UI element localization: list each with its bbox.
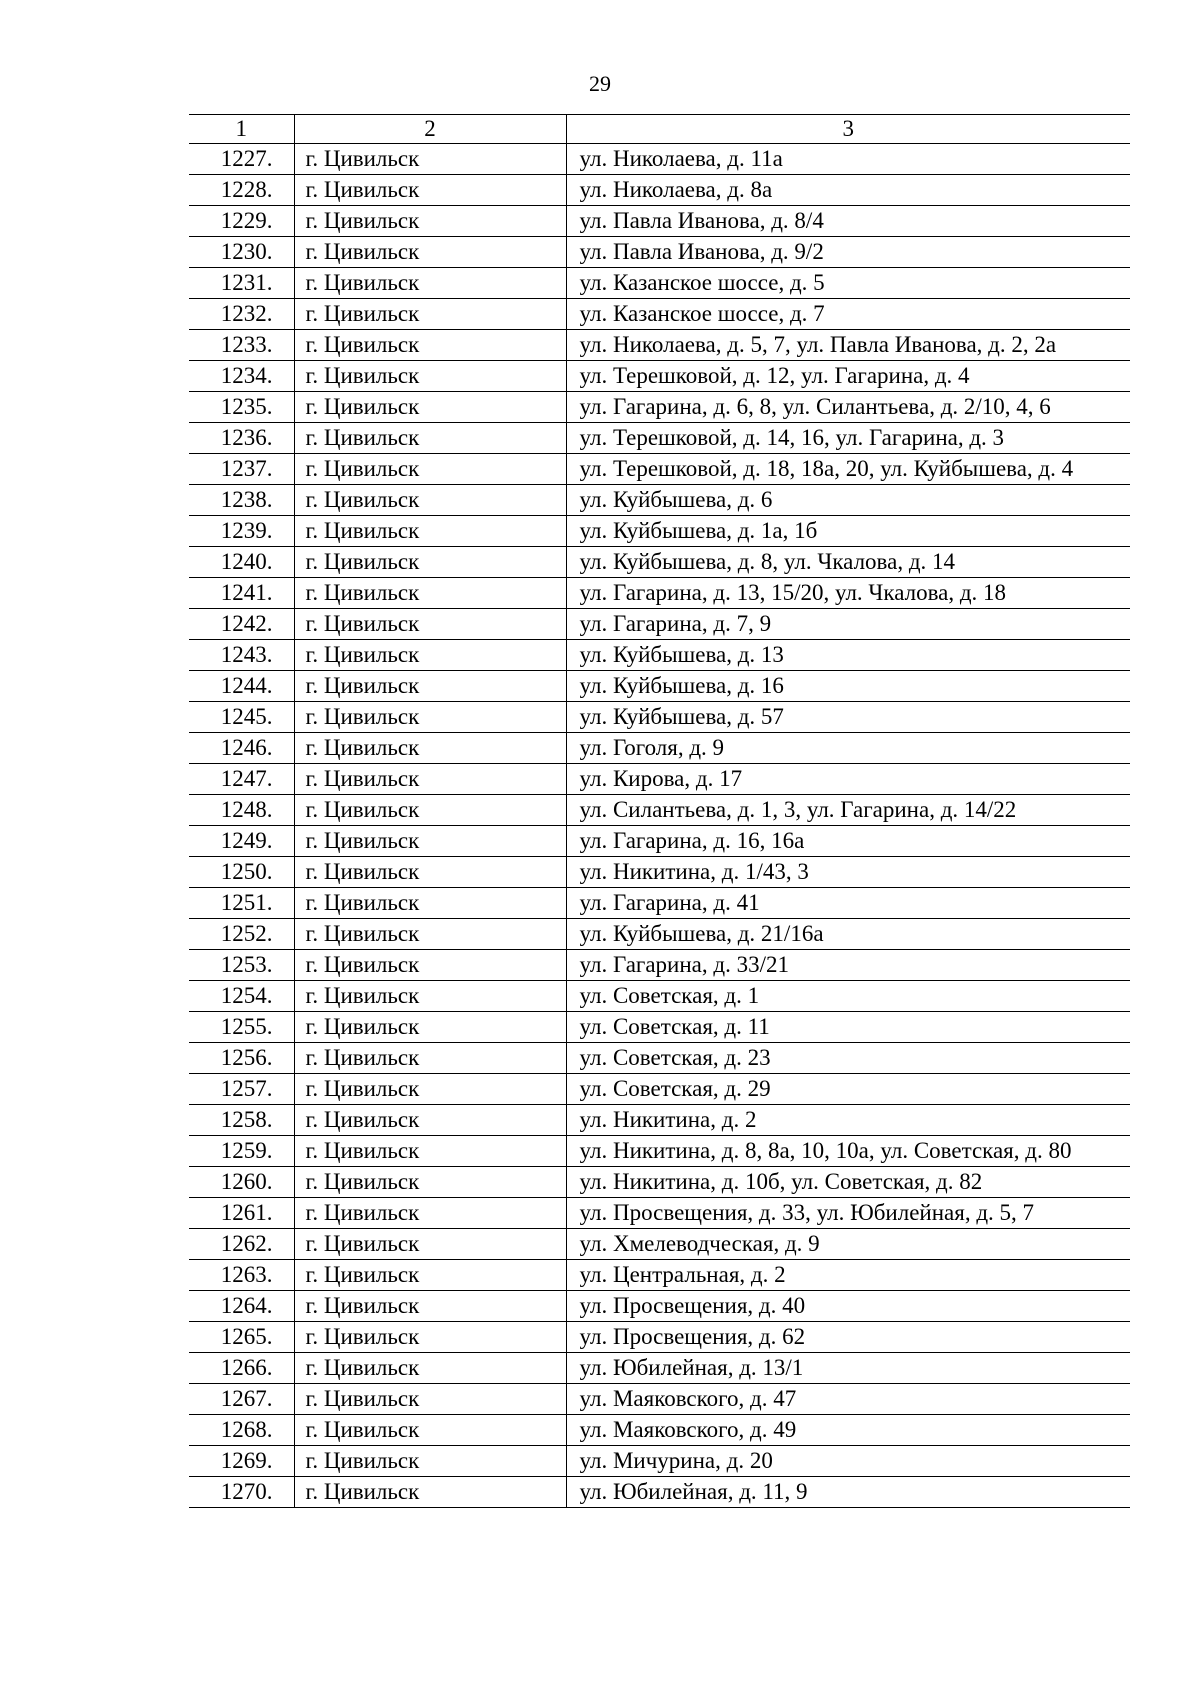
row-city: г. Цивильск (294, 640, 566, 671)
table-row (189, 1012, 1130, 1043)
row-city: г. Цивильск (294, 733, 566, 764)
row-address: ул. Терешковой, д. 14, 16, ул. Гагарина, д. 3 (566, 423, 1130, 454)
row-address: ул. Куйбышева, д. 13 (566, 640, 1130, 671)
row-city: г. Цивильск (294, 547, 566, 578)
row-city: г. Цивильск (294, 144, 566, 175)
row-number: 1246. (189, 733, 294, 764)
row-address: ул. Казанское шоссе, д. 7 (566, 299, 1130, 330)
row-address: ул. Куйбышева, д. 6 (566, 485, 1130, 516)
row-number: 1268. (189, 1415, 294, 1446)
row-address: ул. Николаева, д. 8а (566, 175, 1130, 206)
row-city: г. Цивильск (294, 609, 566, 640)
table-row (189, 826, 1130, 857)
row-address: ул. Просвещения, д. 40 (566, 1291, 1130, 1322)
table-row (189, 733, 1130, 764)
table-row (189, 361, 1130, 392)
row-address: ул. Терешковой, д. 12, ул. Гагарина, д. 4 (566, 361, 1130, 392)
table-row (189, 1446, 1130, 1477)
row-address: ул. Николаева, д. 5, 7, ул. Павла Иванова, д. 2, 2а (566, 330, 1130, 361)
row-address: ул. Маяковского, д. 47 (566, 1384, 1130, 1415)
row-city: г. Цивильск (294, 330, 566, 361)
table-row (189, 1229, 1130, 1260)
row-city: г. Цивильск (294, 516, 566, 547)
row-city: г. Цивильск (294, 1260, 566, 1291)
table-row (189, 175, 1130, 206)
row-address: ул. Гоголя, д. 9 (566, 733, 1130, 764)
table-row (189, 268, 1130, 299)
table-row (189, 1074, 1130, 1105)
row-city: г. Цивильск (294, 1012, 566, 1043)
column-header-city: 2 (294, 115, 566, 144)
row-city: г. Цивильск (294, 361, 566, 392)
row-city: г. Цивильск (294, 578, 566, 609)
row-address: ул. Силантьева, д. 1, 3, ул. Гагарина, д. 14/22 (566, 795, 1130, 826)
table-row (189, 237, 1130, 268)
row-city: г. Цивильск (294, 1167, 566, 1198)
row-address: ул. Куйбышева, д. 1а, 1б (566, 516, 1130, 547)
table-row (189, 144, 1130, 175)
table-row (189, 981, 1130, 1012)
row-city: г. Цивильск (294, 299, 566, 330)
row-city: г. Цивильск (294, 857, 566, 888)
row-number: 1241. (189, 578, 294, 609)
row-address: ул. Гагарина, д. 13, 15/20, ул. Чкалова, д. 18 (566, 578, 1130, 609)
row-city: г. Цивильск (294, 1136, 566, 1167)
row-address: ул. Павла Иванова, д. 9/2 (566, 237, 1130, 268)
row-number: 1253. (189, 950, 294, 981)
row-address: ул. Гагарина, д. 33/21 (566, 950, 1130, 981)
column-header-number: 1 (189, 115, 294, 144)
row-number: 1233. (189, 330, 294, 361)
table-row (189, 547, 1130, 578)
row-number: 1245. (189, 702, 294, 733)
row-address: ул. Николаева, д. 11а (566, 144, 1130, 175)
row-number: 1269. (189, 1446, 294, 1477)
row-number: 1266. (189, 1353, 294, 1384)
row-city: г. Цивильск (294, 392, 566, 423)
table-row (189, 919, 1130, 950)
table-row (189, 1415, 1130, 1446)
row-number: 1267. (189, 1384, 294, 1415)
row-address: ул. Никитина, д. 8, 8а, 10, 10а, ул. Советская, д. 80 (566, 1136, 1130, 1167)
row-address: ул. Казанское шоссе, д. 5 (566, 268, 1130, 299)
row-city: г. Цивильск (294, 702, 566, 733)
row-city: г. Цивильск (294, 764, 566, 795)
row-address: ул. Куйбышева, д. 8, ул. Чкалова, д. 14 (566, 547, 1130, 578)
row-number: 1264. (189, 1291, 294, 1322)
row-address: ул. Просвещения, д. 62 (566, 1322, 1130, 1353)
address-table (189, 114, 1130, 1508)
row-number: 1260. (189, 1167, 294, 1198)
table-row (189, 857, 1130, 888)
row-number: 1265. (189, 1322, 294, 1353)
row-number: 1242. (189, 609, 294, 640)
table-row (189, 454, 1130, 485)
row-number: 1248. (189, 795, 294, 826)
row-number: 1249. (189, 826, 294, 857)
row-address: ул. Куйбышева, д. 57 (566, 702, 1130, 733)
row-city: г. Цивильск (294, 206, 566, 237)
row-city: г. Цивильск (294, 1477, 566, 1508)
row-address: ул. Никитина, д. 2 (566, 1105, 1130, 1136)
table-row (189, 888, 1130, 919)
row-number: 1256. (189, 1043, 294, 1074)
row-address: ул. Никитина, д. 1/43, 3 (566, 857, 1130, 888)
table-row (189, 516, 1130, 547)
row-city: г. Цивильск (294, 1229, 566, 1260)
table-row (189, 206, 1130, 237)
row-city: г. Цивильск (294, 1415, 566, 1446)
row-address: ул. Маяковского, д. 49 (566, 1415, 1130, 1446)
row-city: г. Цивильск (294, 1353, 566, 1384)
row-address: ул. Кирова, д. 17 (566, 764, 1130, 795)
row-city: г. Цивильск (294, 981, 566, 1012)
table-row (189, 609, 1130, 640)
row-city: г. Цивильск (294, 1074, 566, 1105)
row-number: 1231. (189, 268, 294, 299)
table-row (189, 1477, 1130, 1508)
table-row (189, 1043, 1130, 1074)
row-address: ул. Гагарина, д. 41 (566, 888, 1130, 919)
row-address: ул. Советская, д. 1 (566, 981, 1130, 1012)
row-city: г. Цивильск (294, 1291, 566, 1322)
row-city: г. Цивильск (294, 919, 566, 950)
row-address: ул. Просвещения, д. 33, ул. Юбилейная, д. 5, 7 (566, 1198, 1130, 1229)
row-number: 1254. (189, 981, 294, 1012)
page-number: 29 (589, 71, 611, 96)
row-address: ул. Гагарина, д. 6, 8, ул. Силантьева, д. 2/10, 4, 6 (566, 392, 1130, 423)
row-number: 1250. (189, 857, 294, 888)
table-row (189, 1322, 1130, 1353)
row-address: ул. Павла Иванова, д. 8/4 (566, 206, 1130, 237)
row-number: 1247. (189, 764, 294, 795)
row-number: 1263. (189, 1260, 294, 1291)
row-city: г. Цивильск (294, 671, 566, 702)
table-row (189, 795, 1130, 826)
row-city: г. Цивильск (294, 1446, 566, 1477)
row-city: г. Цивильск (294, 950, 566, 981)
row-city: г. Цивильск (294, 485, 566, 516)
row-number: 1244. (189, 671, 294, 702)
row-city: г. Цивильск (294, 237, 566, 268)
row-address: ул. Куйбышева, д. 16 (566, 671, 1130, 702)
table-row (189, 1198, 1130, 1229)
row-city: г. Цивильск (294, 888, 566, 919)
table-row (189, 578, 1130, 609)
table-row (189, 299, 1130, 330)
row-number: 1238. (189, 485, 294, 516)
row-address: ул. Гагарина, д. 7, 9 (566, 609, 1130, 640)
row-number: 1262. (189, 1229, 294, 1260)
row-city: г. Цивильск (294, 268, 566, 299)
row-number: 1235. (189, 392, 294, 423)
row-number: 1258. (189, 1105, 294, 1136)
row-number: 1251. (189, 888, 294, 919)
table-row (189, 330, 1130, 361)
row-number: 1255. (189, 1012, 294, 1043)
row-city: г. Цивильск (294, 1198, 566, 1229)
row-address: ул. Советская, д. 23 (566, 1043, 1130, 1074)
row-number: 1236. (189, 423, 294, 454)
row-address: ул. Юбилейная, д. 11, 9 (566, 1477, 1130, 1508)
row-number: 1227. (189, 144, 294, 175)
row-address: ул. Хмелеводческая, д. 9 (566, 1229, 1130, 1260)
row-address: ул. Советская, д. 29 (566, 1074, 1130, 1105)
row-address: ул. Центральная, д. 2 (566, 1260, 1130, 1291)
column-header-address: 3 (566, 115, 1130, 144)
table-body (189, 144, 1130, 1508)
table-header-row (189, 115, 1130, 144)
row-address: ул. Юбилейная, д. 13/1 (566, 1353, 1130, 1384)
row-number: 1243. (189, 640, 294, 671)
table-row (189, 1353, 1130, 1384)
table-row (189, 671, 1130, 702)
row-address: ул. Гагарина, д. 16, 16а (566, 826, 1130, 857)
table-row (189, 1291, 1130, 1322)
table-row (189, 764, 1130, 795)
row-number: 1230. (189, 237, 294, 268)
row-number: 1257. (189, 1074, 294, 1105)
row-number: 1239. (189, 516, 294, 547)
row-number: 1270. (189, 1477, 294, 1508)
table-row (189, 1105, 1130, 1136)
row-city: г. Цивильск (294, 1043, 566, 1074)
row-city: г. Цивильск (294, 175, 566, 206)
row-city: г. Цивильск (294, 1384, 566, 1415)
row-city: г. Цивильск (294, 423, 566, 454)
table-row (189, 702, 1130, 733)
row-number: 1228. (189, 175, 294, 206)
row-number: 1240. (189, 547, 294, 578)
table-row (189, 1136, 1130, 1167)
table-row (189, 1384, 1130, 1415)
row-city: г. Цивильск (294, 1322, 566, 1353)
table-row (189, 1167, 1130, 1198)
row-address: ул. Советская, д. 11 (566, 1012, 1130, 1043)
row-number: 1259. (189, 1136, 294, 1167)
row-city: г. Цивильск (294, 795, 566, 826)
table-row (189, 950, 1130, 981)
table-row (189, 485, 1130, 516)
row-number: 1234. (189, 361, 294, 392)
row-number: 1232. (189, 299, 294, 330)
row-city: г. Цивильск (294, 826, 566, 857)
row-address: ул. Никитина, д. 10б, ул. Советская, д. 82 (566, 1167, 1130, 1198)
table-row (189, 423, 1130, 454)
row-address: ул. Мичурина, д. 20 (566, 1446, 1130, 1477)
row-number: 1237. (189, 454, 294, 485)
row-address: ул. Куйбышева, д. 21/16а (566, 919, 1130, 950)
table-row (189, 1260, 1130, 1291)
row-city: г. Цивильск (294, 454, 566, 485)
row-address: ул. Терешковой, д. 18, 18а, 20, ул. Куйбышева, д. 4 (566, 454, 1130, 485)
row-number: 1261. (189, 1198, 294, 1229)
table-row (189, 392, 1130, 423)
row-number: 1229. (189, 206, 294, 237)
row-city: г. Цивильск (294, 1105, 566, 1136)
row-number: 1252. (189, 919, 294, 950)
table-row (189, 640, 1130, 671)
